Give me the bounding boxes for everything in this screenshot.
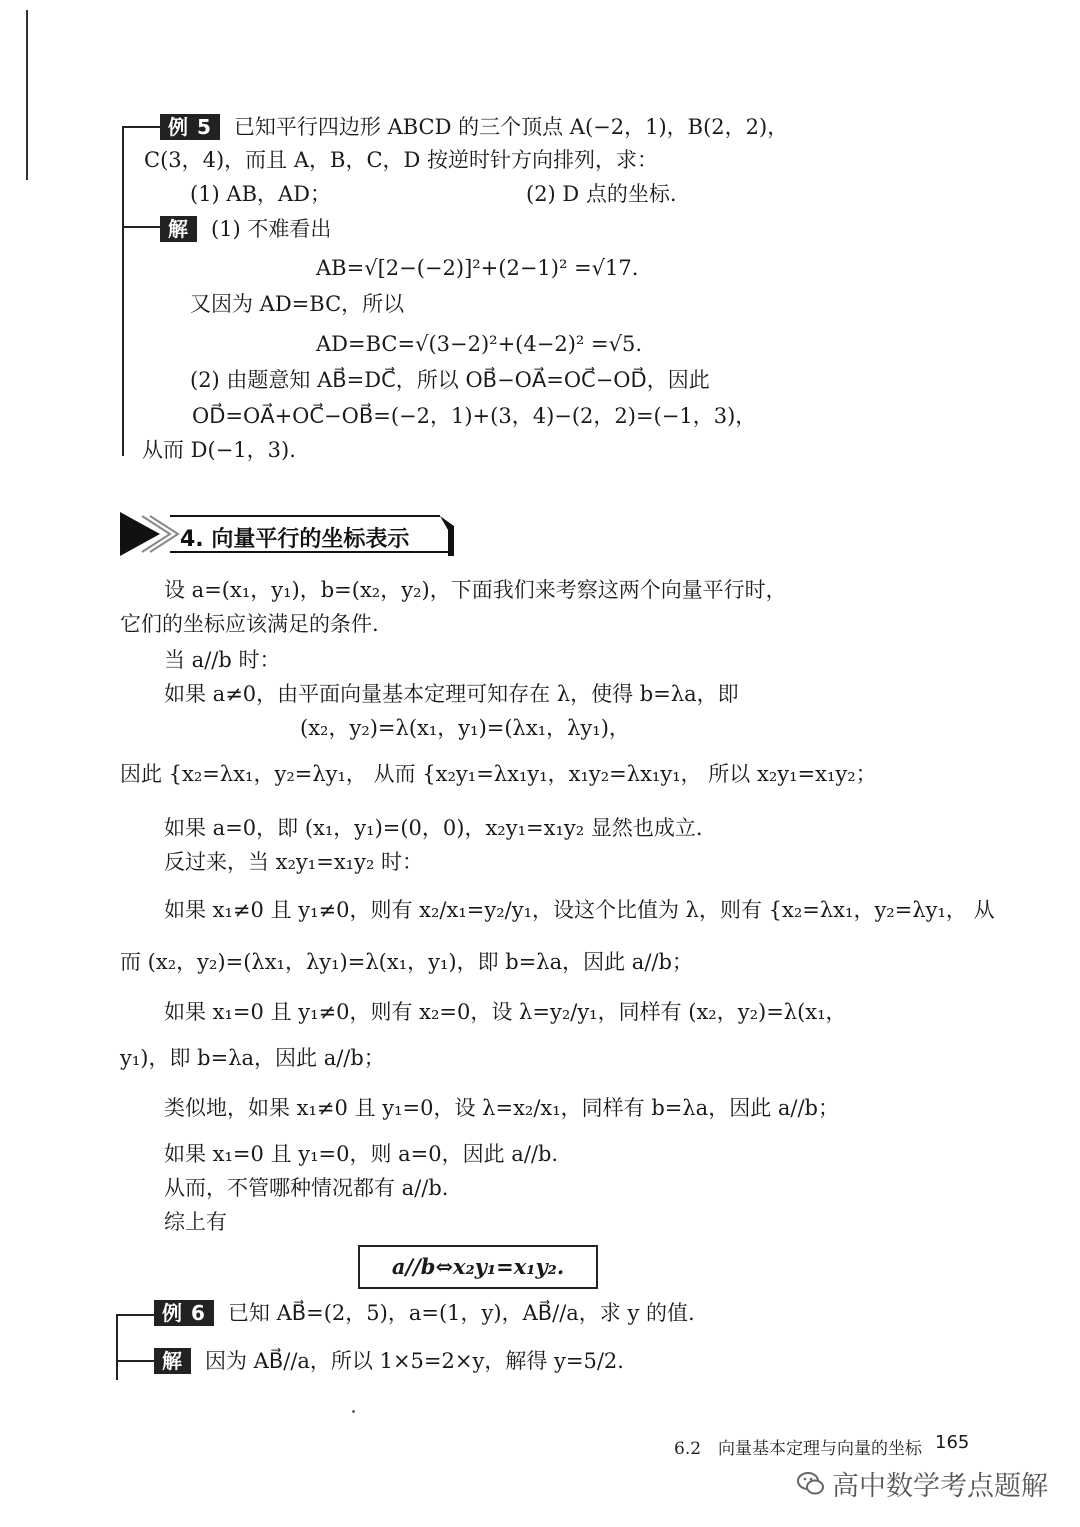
watermark-text: 高中数学考点题解 [832,1471,1048,1502]
wechat-icon [796,1469,826,1499]
example6-line: 例 6 已知 AB⃗=(2，5)，a=(1，y)，AB⃗//a，求 y 的值. [154,1300,695,1326]
example5-question1: (1) AB，AD； [190,182,332,206]
body-paragraph12: 类似地，如果 x₁≠0 且 y₁=0，设 λ=x₂/x₁，同样有 b=λa，因此 a//b； [164,1096,839,1120]
example6-bracket-tick [116,1314,154,1316]
example5-bracket [122,126,124,456]
example6-badge: 例 6 [154,1300,214,1326]
example5-question2: (2) D 点的坐标. [526,182,677,206]
margin-rule [26,10,28,180]
body-paragraph13: 如果 x₁=0 且 y₁=0，则 a=0，因此 a//b. [164,1142,559,1166]
body-paragraph10: 如果 x₁=0 且 y₁≠0，则有 x₂=0，设 λ=y₂/y₁，同样有 (x₂，y₂)=λ(x₁， [164,1000,847,1024]
example5-line1: 例 5 已知平行四边形 ABCD 的三个顶点 A(−2，1)，B(2，2)， [160,114,788,140]
body-paragraph14: 从而，不管哪种情况都有 a//b. [164,1176,449,1200]
solution5-bracket-tick [122,226,160,228]
stray-mark [352,1410,355,1413]
body-paragraph3: 如果 a≠0，由平面向量基本定理可知存在 λ，使得 b=λa，即 [164,682,739,706]
solution5-badge: 解 [160,216,197,242]
example5-line2: C(3，4)，而且 A，B，C，D 按逆时针方向排列，求： [144,148,659,172]
page-number: 165 [935,1432,970,1453]
body-paragraph1-line1: 设 a=(x₁，y₁)，b=(x₂，y₂)，下面我们来考察这两个向量平行时， [164,578,787,602]
solution5-line4: OD⃗=OA⃗+OC⃗−OB⃗=(−2，1)+(3，4)−(2，2)=(−1，3)， [192,404,757,428]
body-paragraph4: (x₂，y₂)=λ(x₁，y₁)=(λx₁，λy₁)， [300,716,630,740]
footer-chapter: 6.2 向量基本定理与向量的坐标 [674,1439,923,1459]
solution6-line: 解 因为 AB⃗//a，所以 1×5=2×y，解得 y=5/2. [154,1348,624,1374]
solution6-bracket-tick [116,1360,154,1362]
solution5-line3: (2) 由题意知 AB⃗=DC⃗，所以 OB⃗−OA⃗=OC⃗−OD⃗，因此 [190,368,710,392]
body-paragraph9: 而 (x₂，y₂)=(λx₁，λy₁)=λ(x₁，y₁)，即 b=λa，因此 a//b； [120,950,693,974]
example6-bracket [116,1314,118,1380]
body-paragraph15: 综上有 [164,1210,227,1234]
body-paragraph1-line2: 它们的坐标应该满足的条件. [120,612,379,636]
body-paragraph8: 如果 x₁≠0 且 y₁≠0，则有 x₂/x₁=y₂/y₁，设这个比值为 λ，则有 {x₂=λx₁，y₂=λy₁， 从 [164,898,995,922]
body-paragraph7: 反过来，当 x₂y₁=x₁y₂ 时： [164,850,424,874]
solution5-line2: 又因为 AD=BC，所以 [190,292,405,316]
boxed-theorem: a//b⇔x₂y₁=x₁y₂. [358,1245,598,1289]
body-paragraph6: 如果 a=0，即 (x₁，y₁)=(0，0)，x₂y₁=x₁y₂ 显然也成立. [164,816,703,840]
solution5-formula2: AD=BC=√(3−2)²+(4−2)² =√5. [316,332,642,356]
solution5-line5: 从而 D(−1，3). [142,438,296,462]
body-paragraph11: y₁)，即 b=λa，因此 a//b； [120,1046,385,1070]
solution6-badge: 解 [154,1348,191,1374]
section-heading [120,512,456,556]
body-paragraph2: 当 a//b 时： [164,648,281,672]
example5-bracket-tick [122,126,160,128]
solution5-line1: 解 (1) 不难看出 [160,216,331,242]
section-title: 4. 向量平行的坐标表示 [180,527,410,552]
example5-badge: 例 5 [160,114,220,140]
watermark [796,1464,1048,1503]
body-paragraph5: 因此 {x₂=λx₁，y₂=λy₁， 从而 {x₂y₁=λx₁y₁，x₁y₂=λx₁y₁， 所以 x₂y₁=x₁y₂； [120,762,877,786]
solution5-formula1: AB=√[2−(−2)]²+(2−1)² =√17. [316,256,639,280]
